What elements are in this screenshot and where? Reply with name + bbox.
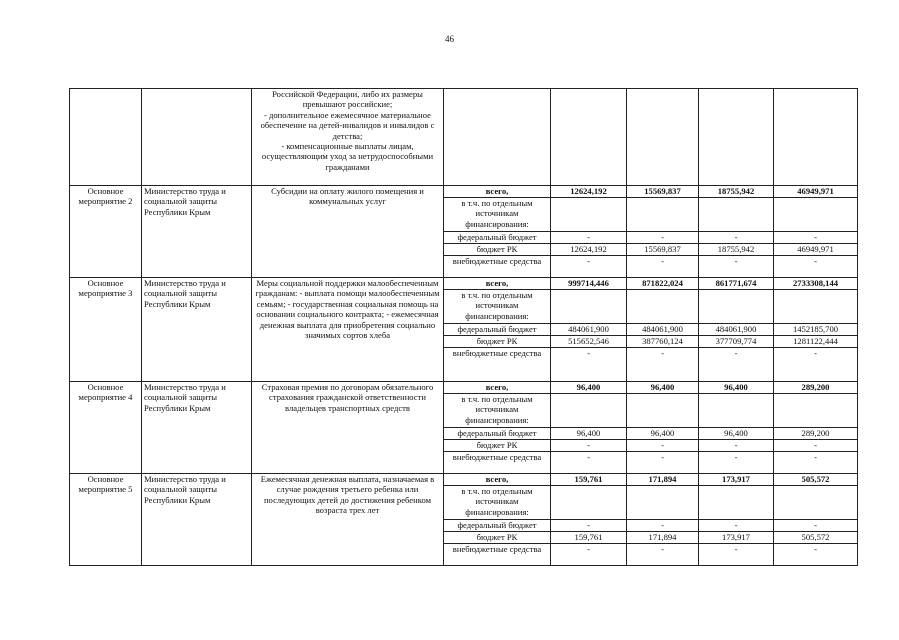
funding-value: -	[774, 440, 858, 452]
funding-value: 484061,900	[551, 324, 627, 336]
funding-value: 18755,942	[699, 186, 774, 198]
continuation-source-cell	[444, 89, 551, 186]
funding-value: -	[699, 256, 774, 278]
source-label-extra: внебюджетные средства	[444, 452, 551, 474]
continuation-executor-cell	[142, 89, 252, 186]
funding-value: -	[551, 520, 627, 532]
funding-value: -	[551, 256, 627, 278]
funding-value: -	[551, 348, 627, 382]
measure-name: Основное мероприятие 3	[70, 278, 142, 382]
measure-executor: Министерство труда и социальной защиты Республики Крым	[142, 186, 252, 278]
funding-value: -	[774, 544, 858, 566]
funding-value: 173,917	[699, 474, 774, 486]
funding-value: -	[627, 256, 699, 278]
funding-value: 871822,024	[627, 278, 699, 290]
continuation-description	[252, 89, 444, 186]
funding-value	[551, 394, 627, 428]
funding-value: -	[627, 232, 699, 244]
source-label-federal: федеральный бюджет	[444, 232, 551, 244]
funding-value: 515652,546	[551, 336, 627, 348]
funding-value: 387760,124	[627, 336, 699, 348]
funding-value: 96,400	[627, 428, 699, 440]
funding-value: 12624,192	[551, 186, 627, 198]
funding-value	[699, 198, 774, 232]
funding-value	[551, 198, 627, 232]
funding-value: 96,400	[699, 428, 774, 440]
funding-row-total	[70, 278, 858, 290]
source-label-incl: в т.ч. по отдельным источникам финансирования:	[444, 198, 551, 232]
funding-value: 46949,971	[774, 186, 858, 198]
funding-row-total	[70, 382, 858, 394]
source-label-federal: федеральный бюджет	[444, 324, 551, 336]
continuation-value-cell	[699, 89, 774, 186]
funding-value: 96,400	[551, 428, 627, 440]
measure-description: Страховая премия по договорам обязательного страхования гражданской ответственности владельцев транспортных средств	[252, 382, 444, 474]
funding-value: -	[551, 440, 627, 452]
funding-value	[699, 394, 774, 428]
funding-value: -	[774, 452, 858, 474]
continuation-line: - дополнительное ежемесячное материальное обеспечение на детей-инвалидов и инвалидов с детства;	[260, 109, 435, 141]
continuation-name-cell	[70, 89, 142, 186]
page-number: 46	[445, 34, 454, 44]
funding-value	[627, 486, 699, 520]
funding-value	[774, 394, 858, 428]
funding-value: 505,572	[774, 474, 858, 486]
source-label-total: всего,	[444, 278, 551, 290]
funding-value: -	[551, 544, 627, 566]
measure-name: Основное мероприятие 5	[70, 474, 142, 566]
funding-value: 1452185,700	[774, 324, 858, 336]
measure-description: Ежемесячная денежная выплата, назначаемая в случае рождения третьего ребенка или последующих детей до достижения ребенком возраста трех лет	[252, 474, 444, 566]
funding-value: 15569,837	[627, 186, 699, 198]
funding-value: -	[627, 348, 699, 382]
funding-value: -	[699, 544, 774, 566]
funding-value: -	[774, 256, 858, 278]
funding-value: 861771,674	[699, 278, 774, 290]
funding-value: -	[699, 348, 774, 382]
measure-executor: Министерство труда и социальной защиты Республики Крым	[142, 278, 252, 382]
funding-value: -	[551, 452, 627, 474]
funding-value: 2733308,144	[774, 278, 858, 290]
funding-value: -	[774, 232, 858, 244]
continuation-line: - компенсационные выплаты лицам, осуществляющим уход за нетрудоспособными гражданами	[261, 141, 434, 172]
funding-value: 96,400	[551, 382, 627, 394]
continuation-row	[70, 89, 858, 186]
measure-executor: Министерство труда и социальной защиты Республики Крым	[142, 382, 252, 474]
funding-value: -	[627, 520, 699, 532]
funding-value	[774, 290, 858, 324]
source-label-total: всего,	[444, 382, 551, 394]
funding-value: -	[699, 520, 774, 532]
source-label-incl: в т.ч. по отдельным источникам финансирования:	[444, 290, 551, 324]
funding-value: 171,894	[627, 532, 699, 544]
funding-value: 289,200	[774, 382, 858, 394]
continuation-value-cell	[551, 89, 627, 186]
measure-name: Основное мероприятие 4	[70, 382, 142, 474]
funding-value: 999714,446	[551, 278, 627, 290]
funding-row-total	[70, 474, 858, 486]
measure-description: Меры социальной поддержки малообеспеченным гражданам: - выплата помощи малообеспеченным семьям; - государственная социальная помощь на основании социального контракта; - ежемесячная денежная выплата для приобретения социально значимых сортов хлеба	[252, 278, 444, 382]
funding-value: 484061,900	[699, 324, 774, 336]
funding-value	[627, 394, 699, 428]
source-label-rk: бюджет РК	[444, 336, 551, 348]
funding-value: -	[699, 452, 774, 474]
funding-value	[774, 486, 858, 520]
measure-executor: Министерство труда и социальной защиты Республики Крым	[142, 474, 252, 566]
source-label-total: всего,	[444, 474, 551, 486]
funding-value: 377709,774	[699, 336, 774, 348]
funding-value: 173,917	[699, 532, 774, 544]
funding-value: 96,400	[627, 382, 699, 394]
measure-name: Основное мероприятие 2	[70, 186, 142, 278]
funding-value: 15569,837	[627, 244, 699, 256]
source-label-extra: внебюджетные средства	[444, 348, 551, 382]
source-label-rk: бюджет РК	[444, 532, 551, 544]
funding-value: 159,761	[551, 532, 627, 544]
source-label-incl: в т.ч. по отдельным источникам финансирования:	[444, 394, 551, 428]
funding-value: -	[627, 452, 699, 474]
funding-value: -	[627, 440, 699, 452]
funding-value: -	[699, 440, 774, 452]
continuation-value-cell	[627, 89, 699, 186]
source-label-extra: внебюджетные средства	[444, 256, 551, 278]
funding-value	[627, 290, 699, 324]
funding-row-total	[70, 186, 858, 198]
funding-value: 505,572	[774, 532, 858, 544]
funding-value: 96,400	[699, 382, 774, 394]
source-label-rk: бюджет РК	[444, 244, 551, 256]
funding-value	[551, 290, 627, 324]
measure-description: Субсидии на оплату жилого помещения и коммунальных услуг	[252, 186, 444, 278]
continuation-value-cell	[774, 89, 858, 186]
source-label-incl: в т.ч. по отдельным источникам финансирования:	[444, 486, 551, 520]
source-label-extra: внебюджетные средства	[444, 544, 551, 566]
funding-value	[627, 198, 699, 232]
funding-value: 1281122,444	[774, 336, 858, 348]
funding-value: 18755,942	[699, 244, 774, 256]
funding-value: -	[699, 232, 774, 244]
funding-value	[699, 486, 774, 520]
continuation-line: Российской Федерации, либо их размеры превышают российские;	[272, 89, 423, 110]
funding-value	[551, 486, 627, 520]
funding-value: -	[774, 520, 858, 532]
funding-value: 171,894	[627, 474, 699, 486]
source-label-total: всего,	[444, 186, 551, 198]
funding-value: 159,761	[551, 474, 627, 486]
funding-value: 12624,192	[551, 244, 627, 256]
funding-value: -	[627, 544, 699, 566]
funding-value: 484061,900	[627, 324, 699, 336]
funding-value	[774, 198, 858, 232]
funding-value: 289,200	[774, 428, 858, 440]
source-label-federal: федеральный бюджет	[444, 520, 551, 532]
source-label-federal: федеральный бюджет	[444, 428, 551, 440]
funding-value	[699, 290, 774, 324]
source-label-rk: бюджет РК	[444, 440, 551, 452]
funding-value: -	[774, 348, 858, 382]
funding-value: -	[551, 232, 627, 244]
funding-value: 46949,971	[774, 244, 858, 256]
funding-table	[69, 88, 858, 566]
